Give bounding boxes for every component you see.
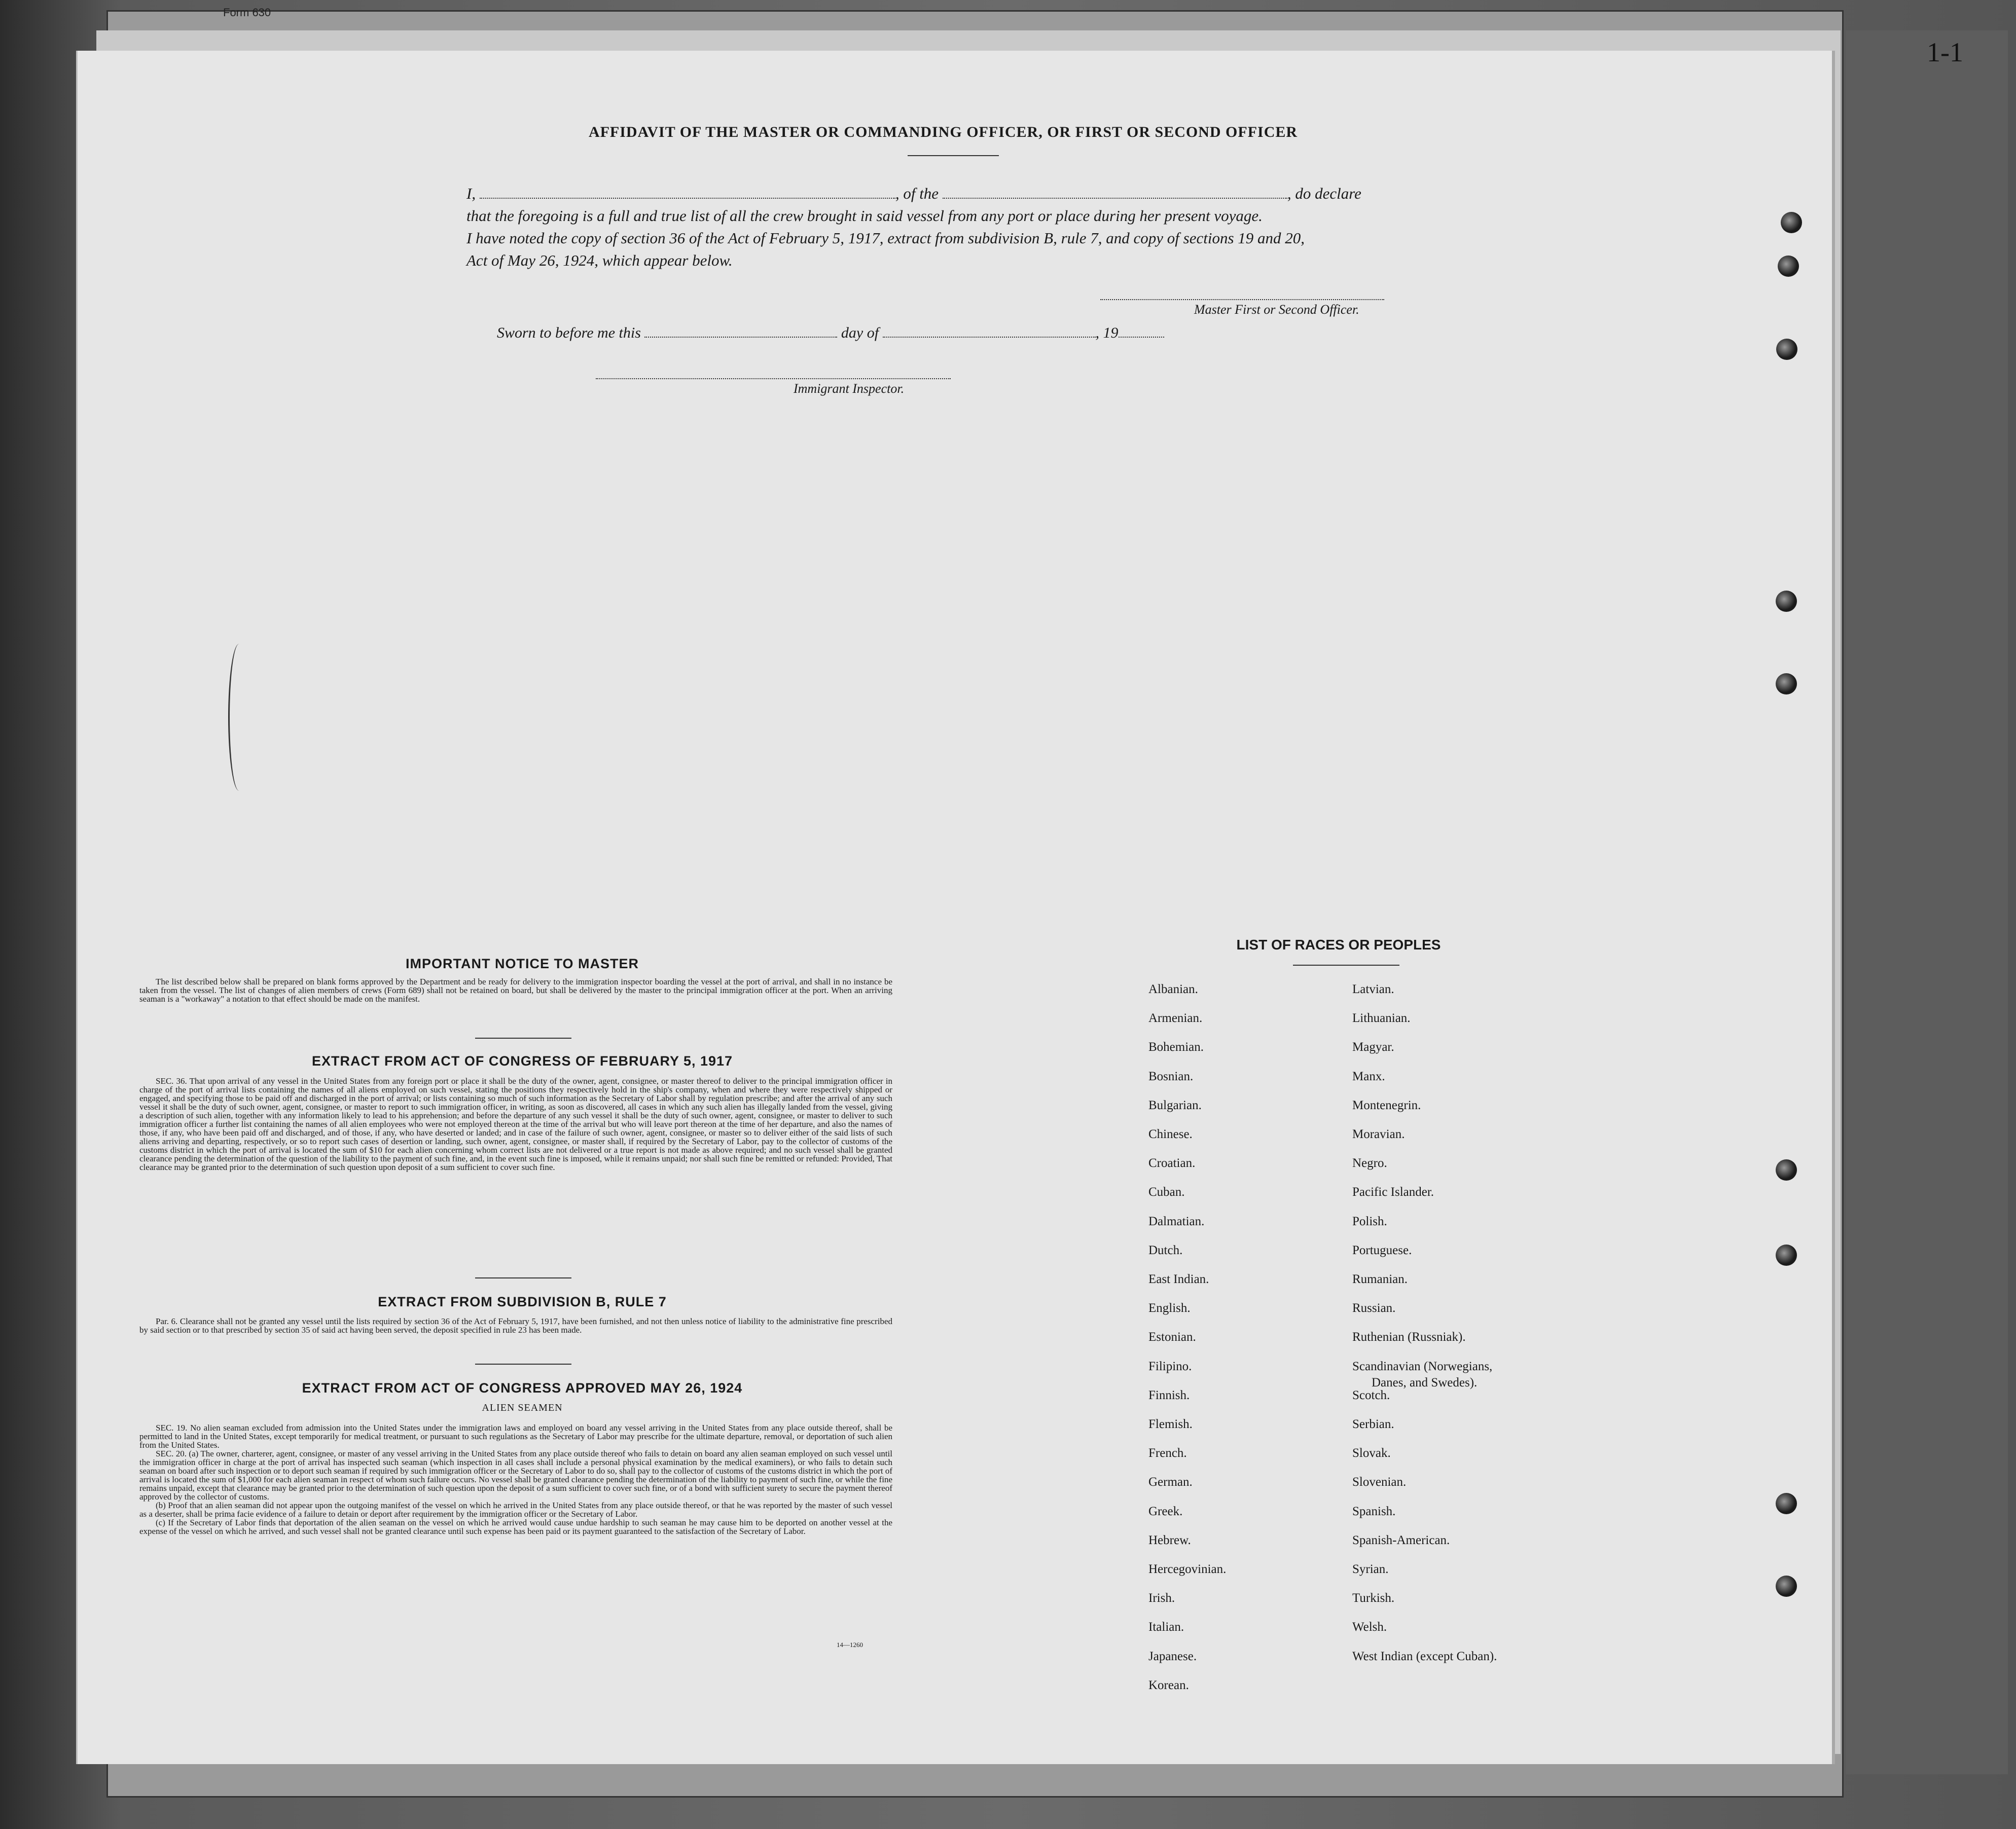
- race-item: Portuguese.: [1352, 1243, 1412, 1257]
- race-item: Magyar.: [1352, 1040, 1394, 1054]
- race-item: Flemish.: [1148, 1417, 1193, 1431]
- race-item: Croatian.: [1148, 1156, 1196, 1170]
- divider: [475, 1364, 571, 1365]
- race-item: Slovenian.: [1352, 1475, 1407, 1489]
- affidavit-title: AFFIDAVIT OF THE MASTER OR COMMANDING OFFICER, OR FIRST OR SECOND OFFICER: [588, 124, 1298, 140]
- race-item: Bulgarian.: [1148, 1098, 1202, 1112]
- race-item: Irish.: [1148, 1591, 1175, 1605]
- race-item: Hebrew.: [1148, 1533, 1191, 1547]
- race-item: Negro.: [1352, 1156, 1387, 1170]
- binding-strip: [1846, 30, 2008, 1774]
- declaration-text: [466, 182, 1445, 272]
- alien-seamen-subheading: ALIEN SEAMEN: [482, 1402, 563, 1413]
- inspector-signature-label: Immigrant Inspector.: [794, 381, 905, 396]
- race-item: French.: [1148, 1446, 1187, 1460]
- race-item: East Indian.: [1148, 1272, 1209, 1286]
- notice-heading: IMPORTANT NOTICE TO MASTER: [406, 956, 639, 971]
- race-item: Syrian.: [1352, 1562, 1389, 1576]
- declaration-i: I,: [466, 185, 476, 202]
- race-item: Cuban.: [1148, 1185, 1185, 1199]
- race-item: Russian.: [1352, 1301, 1396, 1315]
- race-item: Estonian.: [1148, 1330, 1196, 1344]
- punch-hole: [1778, 255, 1799, 277]
- divider: [908, 155, 999, 156]
- race-item: Italian.: [1148, 1620, 1184, 1634]
- punch-hole: [1776, 1245, 1797, 1266]
- race-item: English.: [1148, 1301, 1191, 1315]
- race-item: Slovak.: [1352, 1446, 1391, 1460]
- section-20b-text: (b) Proof that an alien seaman did not appear upon the outgoing manifest of the vessel on which he arrived in the United States from any place outside thereof, or that he was reported by the master of such vessel as a deserter, shall be prima facie evidence of a failure to detain or deport after requirement by the immigration officer or the Secretary of Labor.: [139, 1501, 892, 1519]
- race-item: Japanese.: [1148, 1649, 1197, 1663]
- race-item: Latvian.: [1352, 982, 1394, 996]
- sworn-text: Sworn to before me this: [497, 324, 641, 341]
- race-item: Albanian.: [1148, 982, 1198, 996]
- sworn-line: [497, 324, 1164, 342]
- extract-rule7-heading: EXTRACT FROM SUBDIVISION B, RULE 7: [378, 1294, 667, 1309]
- notice-paragraph: [139, 977, 892, 1003]
- race-item: German.: [1148, 1475, 1193, 1489]
- section-19-text: SEC. 19. No alien seaman excluded from admission into the United States under the immigration laws and employed on board any vessel arriving in the United States from any place outside thereof, shall be permitted to land in the United States, except temporarily for medical treatment, or pursuant to such regulations as the Secretary of Labor may prescribe for the ultimate departure, removal, or deportation of such alien from the United States.: [139, 1423, 892, 1450]
- race-item: West Indian (except Cuban).: [1352, 1649, 1497, 1663]
- race-item: Korean.: [1148, 1678, 1189, 1692]
- race-item: Danes, and Swedes).: [1372, 1375, 1478, 1389]
- form-number: Form 630: [223, 6, 271, 19]
- section-36-text: SEC. 36. That upon arrival of any vessel in the United States from any foreign port or place it shall be the duty of the owner, agent, consignee, or master thereof to deliver to the principal immigration officer in charge of the port of arrival lists containing the names of all aliens employed on such vessel, stating the positions they respectively hold in the ship's company, when and where they were respectively shipped or engaged, and specifying those to be paid off and discharged in the port of arrival; or lists containing so much of such information as the Secretary of Labor shall by regulation prescribe; and after the arrival of any such vessel it shall be the duty of such owner, agent, consignee, or master to report to such immigration officer, in writing, as soon as discovered, all cases in which any such alien has illegally landed from the vessel, giving a description of such alien, together with any information likely to lead to his apprehension; and before the departure of any such vessel it shall be the duty of such owner, agent, consignee, or master to deliver to such immigration officer a further list containing the names of all alien employees who were not employed thereon at the time of the arrival but who will leave port thereon at the time of her departure, and also the names of those, if any, who have been paid off and discharged, and of those, if any, who have deserted or landed; and in case of the failure of such owner, agent, consignee, or master so to deliver either of the said lists of such aliens arriving and departing, respectively, or so to report such cases of desertion or landing, such owner, agent, consignee, or master shall, if required by the Secretary of Labor, pay to the collector of customs of the customs district in which the port of arrival is located the sum of $10 for each alien concerning whom correct lists are not delivered or a true report is not made as above required; and no such vessel shall be granted clearance pending the determination of the question of the liability to the payment of such fine, and, in the event such fine is imposed, while it remains unpaid; nor shall such fine be remitted or refunded: Provided, That clearance may be granted prior to the determination of such question upon deposit of a sum sufficient to cover such fine.: [139, 1076, 892, 1172]
- punch-hole: [1776, 1493, 1797, 1514]
- sworn-blank: [644, 326, 837, 338]
- declaration-line-2: that the foregoing is a full and true list of all the crew brought in said vessel from any port or place during her present voyage.: [466, 207, 1263, 225]
- race-item: Lithuanian.: [1352, 1011, 1411, 1026]
- race-item: Scandinavian (Norwegians,: [1352, 1359, 1493, 1373]
- day-of-text: day of: [841, 324, 879, 341]
- divider: [475, 1277, 571, 1278]
- race-item: Serbian.: [1352, 1417, 1394, 1431]
- race-item: Turkish.: [1352, 1591, 1395, 1605]
- punch-hole: [1776, 1159, 1797, 1181]
- year-prefix: , 19: [1095, 324, 1119, 341]
- race-item: Hercegovinian.: [1148, 1562, 1227, 1576]
- inspector-signature-line: [596, 378, 951, 379]
- race-item: Manx.: [1352, 1069, 1385, 1083]
- race-item: Rumanian.: [1352, 1272, 1408, 1286]
- race-item: Filipino.: [1148, 1359, 1192, 1373]
- declaration-line-3: I have noted the copy of section 36 of the Act of February 5, 1917, extract from subdivision B, rule 7, and copy of sections 19 and 20,: [466, 229, 1305, 247]
- race-item: Montenegrin.: [1352, 1098, 1421, 1112]
- divider: [1293, 965, 1399, 966]
- race-item: Greek.: [1148, 1504, 1183, 1518]
- extract-1924-heading: EXTRACT FROM ACT OF CONGRESS APPROVED MAY 26, 1924: [302, 1380, 743, 1396]
- punch-hole: [1776, 1576, 1797, 1597]
- race-item: Pacific Islander.: [1352, 1185, 1434, 1199]
- section-20c-text: (c) If the Secretary of Labor finds that deportation of the alien seaman on the vessel on which he arrived would cause undue hardship to such seaman he may cause him to be deported on another vessel at the expense of the vessel on which he arrived, and such vessel shall not be granted clearance until such expense has been paid or its payment guaranteed to the satisfaction of the Secretary of Labor.: [139, 1518, 892, 1536]
- race-item: Bohemian.: [1148, 1040, 1204, 1054]
- declaration-do-declare: , do declare: [1287, 185, 1361, 202]
- race-item: Chinese.: [1148, 1127, 1193, 1141]
- year-blank: [1119, 326, 1164, 338]
- master-signature-label: Master First or Second Officer.: [1194, 302, 1359, 317]
- race-item: Dutch.: [1148, 1243, 1183, 1257]
- punch-hole: [1776, 339, 1797, 360]
- race-item: Scotch.: [1352, 1388, 1390, 1402]
- section-20a-text: SEC. 20. (a) The owner, charterer, agent, consignee, or master of any vessel arriving in the United States from any place outside thereof who fails to detain on board any alien seaman employed on such vessel until the immigration officer in charge at the port of arrival has inspected such seaman (which inspection in all cases shall include a personal physical examination by the medical examiners), or who fails to detain such seaman on board after such inspection or to deport such seaman if required by such immigration officer or the Secretary of Labor to do so, shall pay to the collector of customs of the customs district in which the port of arrival is located the sum of $1,000 for each alien seaman in respect of whom such failure occurs. No vessel shall be granted clearance pending the determination of the liability to payment of such fine, or while the fine remains unpaid, except that clearance may be granted prior to the determination of such question upon the deposit of a sum sufficient to cover such fine, or of a bond with sufficient surety to secure the payment thereof approved by the collector of customs.: [139, 1449, 892, 1502]
- page-marker: 1-1: [1927, 37, 1963, 67]
- race-item: Moravian.: [1352, 1127, 1405, 1141]
- vessel-blank: [943, 188, 1287, 199]
- race-item: Dalmatian.: [1148, 1214, 1205, 1228]
- race-item: Ruthenian (Russniak).: [1352, 1330, 1466, 1344]
- race-item: Welsh.: [1352, 1620, 1387, 1634]
- divider: [475, 1038, 571, 1039]
- name-blank: [480, 188, 895, 199]
- form-code: 14—1260: [837, 1641, 863, 1649]
- punch-hole: [1776, 591, 1797, 612]
- declaration-line-1: [466, 182, 1445, 205]
- declaration-line-4: Act of May 26, 1924, which appear below.: [466, 251, 733, 269]
- month-blank: [883, 326, 1096, 338]
- extract-1924-paragraph: [139, 1423, 892, 1535]
- race-item: Armenian.: [1148, 1011, 1203, 1026]
- extract-rule7-paragraph: [139, 1317, 892, 1334]
- extract-1917-paragraph: [139, 1077, 892, 1172]
- declaration-of-the: , of the: [895, 185, 939, 202]
- punch-hole: [1781, 212, 1802, 233]
- pencil-mark: [228, 644, 250, 791]
- notice-text: The list described below shall be prepared on blank forms approved by the Department and be ready for delivery to the immigration inspector boarding the vessel at the port of arrival, and shall in no instance be taken from the vessel. The list of changes of alien members of crews (Form 689) shall not be retained on board, but shall be delivered by the master to the principal immigration officer at the port. When an arriving seaman is a "workaway" a notation to that effect should be made on the manifest.: [139, 977, 892, 1004]
- master-signature-line: [1100, 299, 1384, 300]
- races-list-title: LIST OF RACES OR PEOPLES: [1236, 937, 1441, 953]
- race-item: Spanish-American.: [1352, 1533, 1450, 1547]
- race-item: Spanish.: [1352, 1504, 1396, 1518]
- extract-1917-heading: EXTRACT FROM ACT OF CONGRESS OF FEBRUARY 5, 1917: [311, 1053, 733, 1069]
- race-item: Polish.: [1352, 1214, 1387, 1228]
- punch-hole: [1776, 673, 1797, 694]
- race-item: Bosnian.: [1148, 1069, 1194, 1083]
- race-item: Finnish.: [1148, 1388, 1190, 1402]
- par-6-text: Par. 6. Clearance shall not be granted any vessel until the lists required by section 36 of the Act of February 5, 1917, have been furnished, and not then unless notice of liability to the administrative fine prescribed by said section or to that prescribed by section 35 of said act having been served, the deposit specified in rule 23 has been made.: [139, 1316, 892, 1335]
